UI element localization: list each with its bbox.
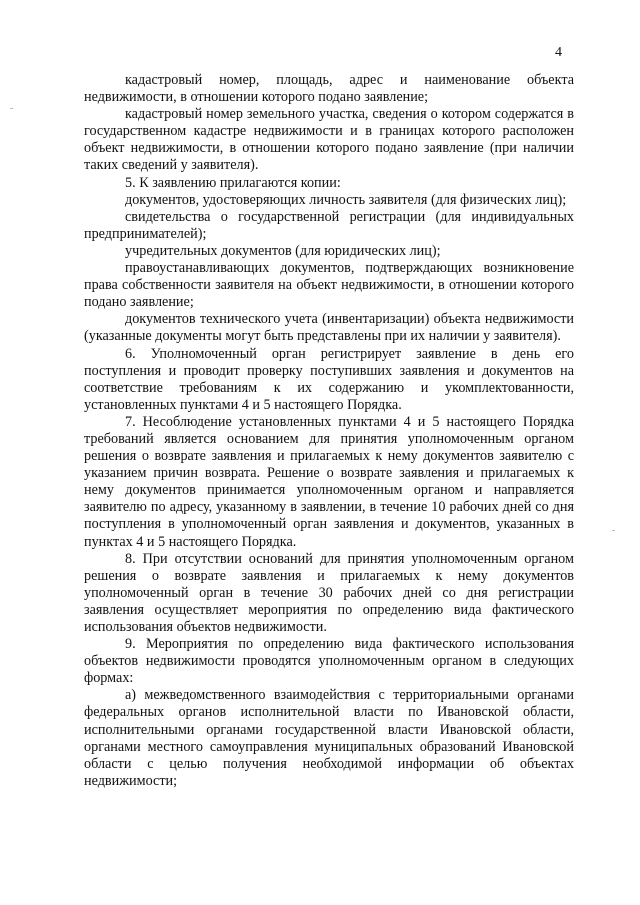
scan-margin-mark [10,108,13,109]
paragraph-registration-certificate: свидетельства о государственной регистрации (для индивидуальных предпринимателей); [84,208,574,242]
page-number: 4 [555,45,562,60]
paragraph-item-8: 8. При отсутствии оснований для принятия уполномоченным органом решения о возврате заявления и прилагаемых к нему документов уполномоченный орган в течение 30 рабочих дней со дня регистрации заявления осуществляет мероприятия по определению вида фактического использования объектов недвижимости. [84,550,574,635]
paragraph-cadastral-number-land: кадастровый номер земельного участка, сведения о котором содержатся в государственном кадастре недвижимости и в границах которого расположен объект недвижимости, в отношении которого подано заявление (при наличии таких сведений у заявителя). [84,106,574,174]
paragraph-cadastral-number-object: кадастровый номер, площадь, адрес и наименование объекта недвижимости, в отношении которого подано заявление; [84,72,574,106]
paragraph-item-6: 6. Уполномоченный орган регистрирует заявление в день его поступления и проводит проверку поступивших заявления и документов на соответствие требованиям к их содержанию и укомплектованности, установленных пунктами 4 и 5 настоящего Порядка. [84,345,574,413]
paragraph-item-5-heading: 5. К заявлению прилагаются копии: [125,174,341,191]
paragraph-item-7: 7. Несоблюдение установленных пунктами 4 и 5 настоящего Порядка требований является основанием для принятия уполномоченным органом решения о возврате заявления и прилагаемых к нему документов заявителю с указанием причин возврата. Решение о возврате заявления и прилагаемых к нему документов принимается уполномоченным органом и направляется заявителю по адресу, указанному в заявлении, в течение 10 рабочих дней со дня поступления в уполномоченный орган заявления и документов, указанных в пунктах 4 и 5 настоящего Порядка. [84,413,574,550]
paragraph-item-9a: а) межведомственного взаимодействия с территориальными органами федеральных органов исполнительной власти по Ивановской области, исполнительными органами государственной власти Ивановской области, органами местного самоуправления муниципальных образований Ивановской области с целью получения необходимой информации об объектах недвижимости; [84,687,574,789]
paragraph-identity-documents: документов, удостоверяющих личность заявителя (для физических лиц); [125,191,567,208]
paragraph-title-documents: правоустанавливающих документов, подтверждающих возникновение права собственности заявителя на объект недвижимости, в отношении которого подано заявление; [84,260,574,311]
paragraph-technical-records: документов технического учета (инвентаризации) объекта недвижимости (указанные документы могут быть представлены при их наличии у заявителя). [84,311,574,345]
scan-margin-mark [612,530,615,531]
document-body [84,72,574,790]
paragraph-founding-documents: учредительных документов (для юридических лиц); [125,242,441,259]
paragraph-item-9: 9. Мероприятия по определению вида фактического использования объектов недвижимости проводятся уполномоченным органом в следующих формах: [84,636,574,687]
